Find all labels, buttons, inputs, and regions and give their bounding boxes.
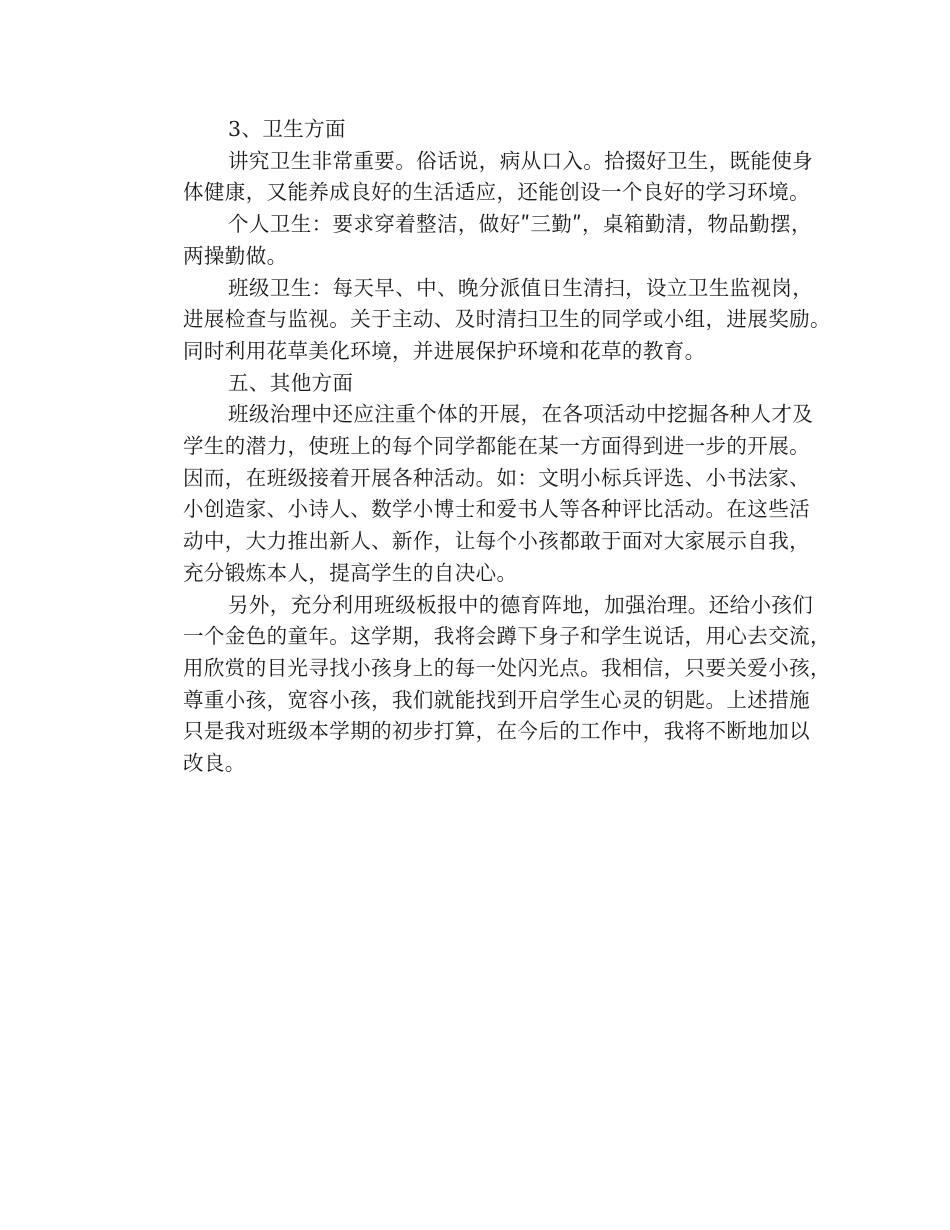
text-line: 五、其他方面	[228, 370, 354, 395]
text-line: 动中，大力推出新人、新作，让每个小孩都敢于面对大家展示自我，	[183, 529, 810, 554]
document-body	[138, 114, 838, 780]
paragraph-other-activities	[138, 399, 838, 589]
text-line: 学生的潜力，使班上的每个同学都能在某一方面得到进一步的开展。	[183, 434, 810, 459]
text-line: 小创造家、小诗人、数学小博士和爱书人等各种评比活动。在这些活	[183, 497, 810, 522]
text-line: 同时利用花草美化环境，并进展保护环境和花草的教育。	[183, 338, 706, 363]
section-heading-other	[138, 368, 838, 400]
section-heading-hygiene	[138, 114, 838, 146]
text-line: 充分锻炼本人，提高学生的自决心。	[183, 560, 518, 585]
text-line: 只是我对班级本学期的初步打算，在今后的工作中，我将不断地加以	[183, 719, 810, 744]
text-line: 进展检查与监视。关于主动、及时清扫卫生的同学或小组，进展奖励。	[183, 307, 831, 332]
text-line: 尊重小孩，宽容小孩，我们就能找到开启学生心灵的钥匙。上述措施	[183, 687, 810, 712]
text-line: 因而，在班级接着开展各种活动。如：文明小标兵评选、小书法家、	[183, 465, 810, 490]
paragraph-hygiene-intro	[138, 146, 838, 209]
text-line: 改良。	[183, 751, 246, 776]
text-line: 讲究卫生非常重要。俗话说，病从口入。拾掇好卫生，既能使身	[228, 148, 814, 173]
paragraph-class-hygiene	[138, 273, 838, 368]
text-line: 班级卫生：每天早、中、晚分派值日生清扫，设立卫生监视岗，	[228, 275, 814, 300]
text-line: 两操勤做。	[183, 243, 288, 268]
text-line: 体健康，又能养成良好的生活适应，还能创设一个良好的学习环境。	[183, 180, 810, 205]
text-line: 3、卫生方面	[228, 117, 346, 141]
paragraph-personal-hygiene	[138, 209, 838, 272]
text-line: 一个金色的童年。这学期，我将会蹲下身子和学生说话，用心去交流，	[183, 624, 831, 649]
text-line: 用欣赏的目光寻找小孩身上的每一处闪光点。我相信，只要关爱小孩，	[183, 655, 831, 680]
text-line: 班级治理中还应注重个体的开展，在各项活动中挖掘各种人才及	[228, 402, 814, 427]
text-line: 另外，充分利用班级板报中的德育阵地，加强治理。还给小孩们	[228, 592, 814, 617]
paragraph-closing	[138, 590, 838, 780]
text-line: 个人卫生：要求穿着整洁，做好ʺ三勤ʺ，桌箱勤清，物品勤摆，	[228, 212, 812, 237]
